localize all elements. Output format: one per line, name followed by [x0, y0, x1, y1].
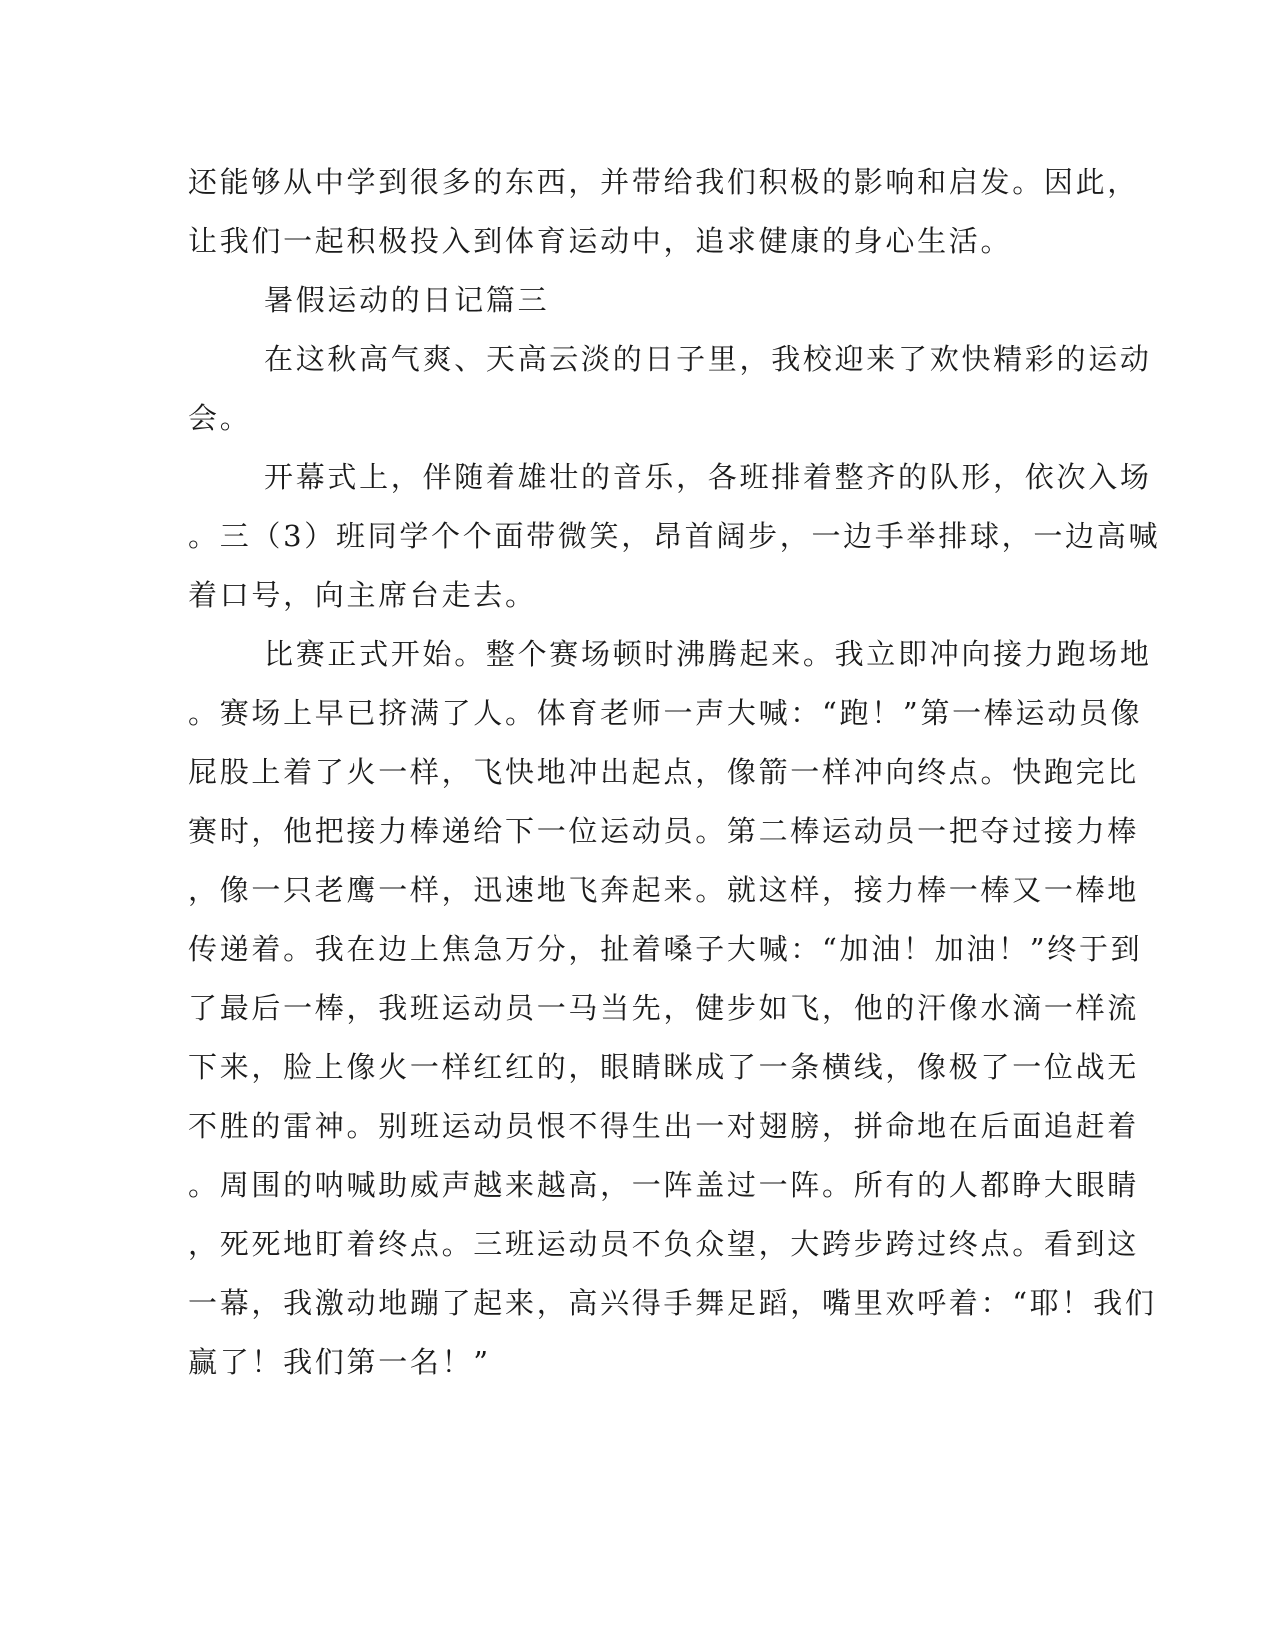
text-line: 还能够从中学到很多的东西，并带给我们积极的影响和启发。因此，: [188, 165, 1140, 199]
paragraph-start: 在这秋高气爽、天高云淡的日子里，我校迎来了欢快精彩的运动: [264, 342, 1152, 376]
text-line: 会。: [188, 401, 252, 435]
text-line: 。三（3）班同学个个面带微笑，昂首阔步，一边手举排球，一边高喊: [188, 519, 1161, 553]
text-line: 屁股上着了火一样，飞快地冲出起点，像箭一样冲向终点。快跑完比: [188, 755, 1140, 789]
paragraph-start: 比赛正式开始。整个赛场顿时沸腾起来。我立即冲向接力跑场地: [264, 637, 1152, 671]
text-line: ，像一只老鹰一样，迅速地飞奔起来。就这样，接力棒一棒又一棒地: [188, 873, 1140, 907]
text-line: 着口号，向主席台走去。: [188, 578, 537, 612]
text-line: 。周围的呐喊助威声越来越高，一阵盖过一阵。所有的人都睁大眼睛: [188, 1168, 1140, 1202]
text-line: 让我们一起积极投入到体育运动中，追求健康的身心生活。: [188, 224, 1013, 258]
text-line: 赢了！我们第一名！”: [188, 1345, 491, 1379]
text-line: 赛时，他把接力棒递给下一位运动员。第二棒运动员一把夺过接力棒: [188, 814, 1140, 848]
text-line: 一幕，我激动地蹦了起来，高兴得手舞足蹈，嘴里欢呼着：“耶！我们: [188, 1286, 1157, 1320]
text-line: ，死死地盯着终点。三班运动员不负众望，大跨步跨过终点。看到这: [188, 1227, 1140, 1261]
section-heading: 暑假运动的日记篇三: [264, 283, 550, 317]
text-line: 传递着。我在边上焦急万分，扯着嗓子大喊：“加油！加油！”终于到: [188, 932, 1143, 966]
text-line: 不胜的雷神。别班运动员恨不得生出一对翅膀，拼命地在后面追赶着: [188, 1109, 1140, 1143]
text-line: 。赛场上早已挤满了人。体育老师一声大喊：“跑！”第一棒运动员像: [188, 696, 1143, 730]
text-line: 下来，脸上像火一样红红的，眼睛眯成了一条横线，像极了一位战无: [188, 1050, 1140, 1084]
paragraph-start: 开幕式上，伴随着雄壮的音乐，各班排着整齐的队形，依次入场: [264, 460, 1152, 494]
text-line: 了最后一棒，我班运动员一马当先，健步如飞，他的汗像水滴一样流: [188, 991, 1140, 1025]
